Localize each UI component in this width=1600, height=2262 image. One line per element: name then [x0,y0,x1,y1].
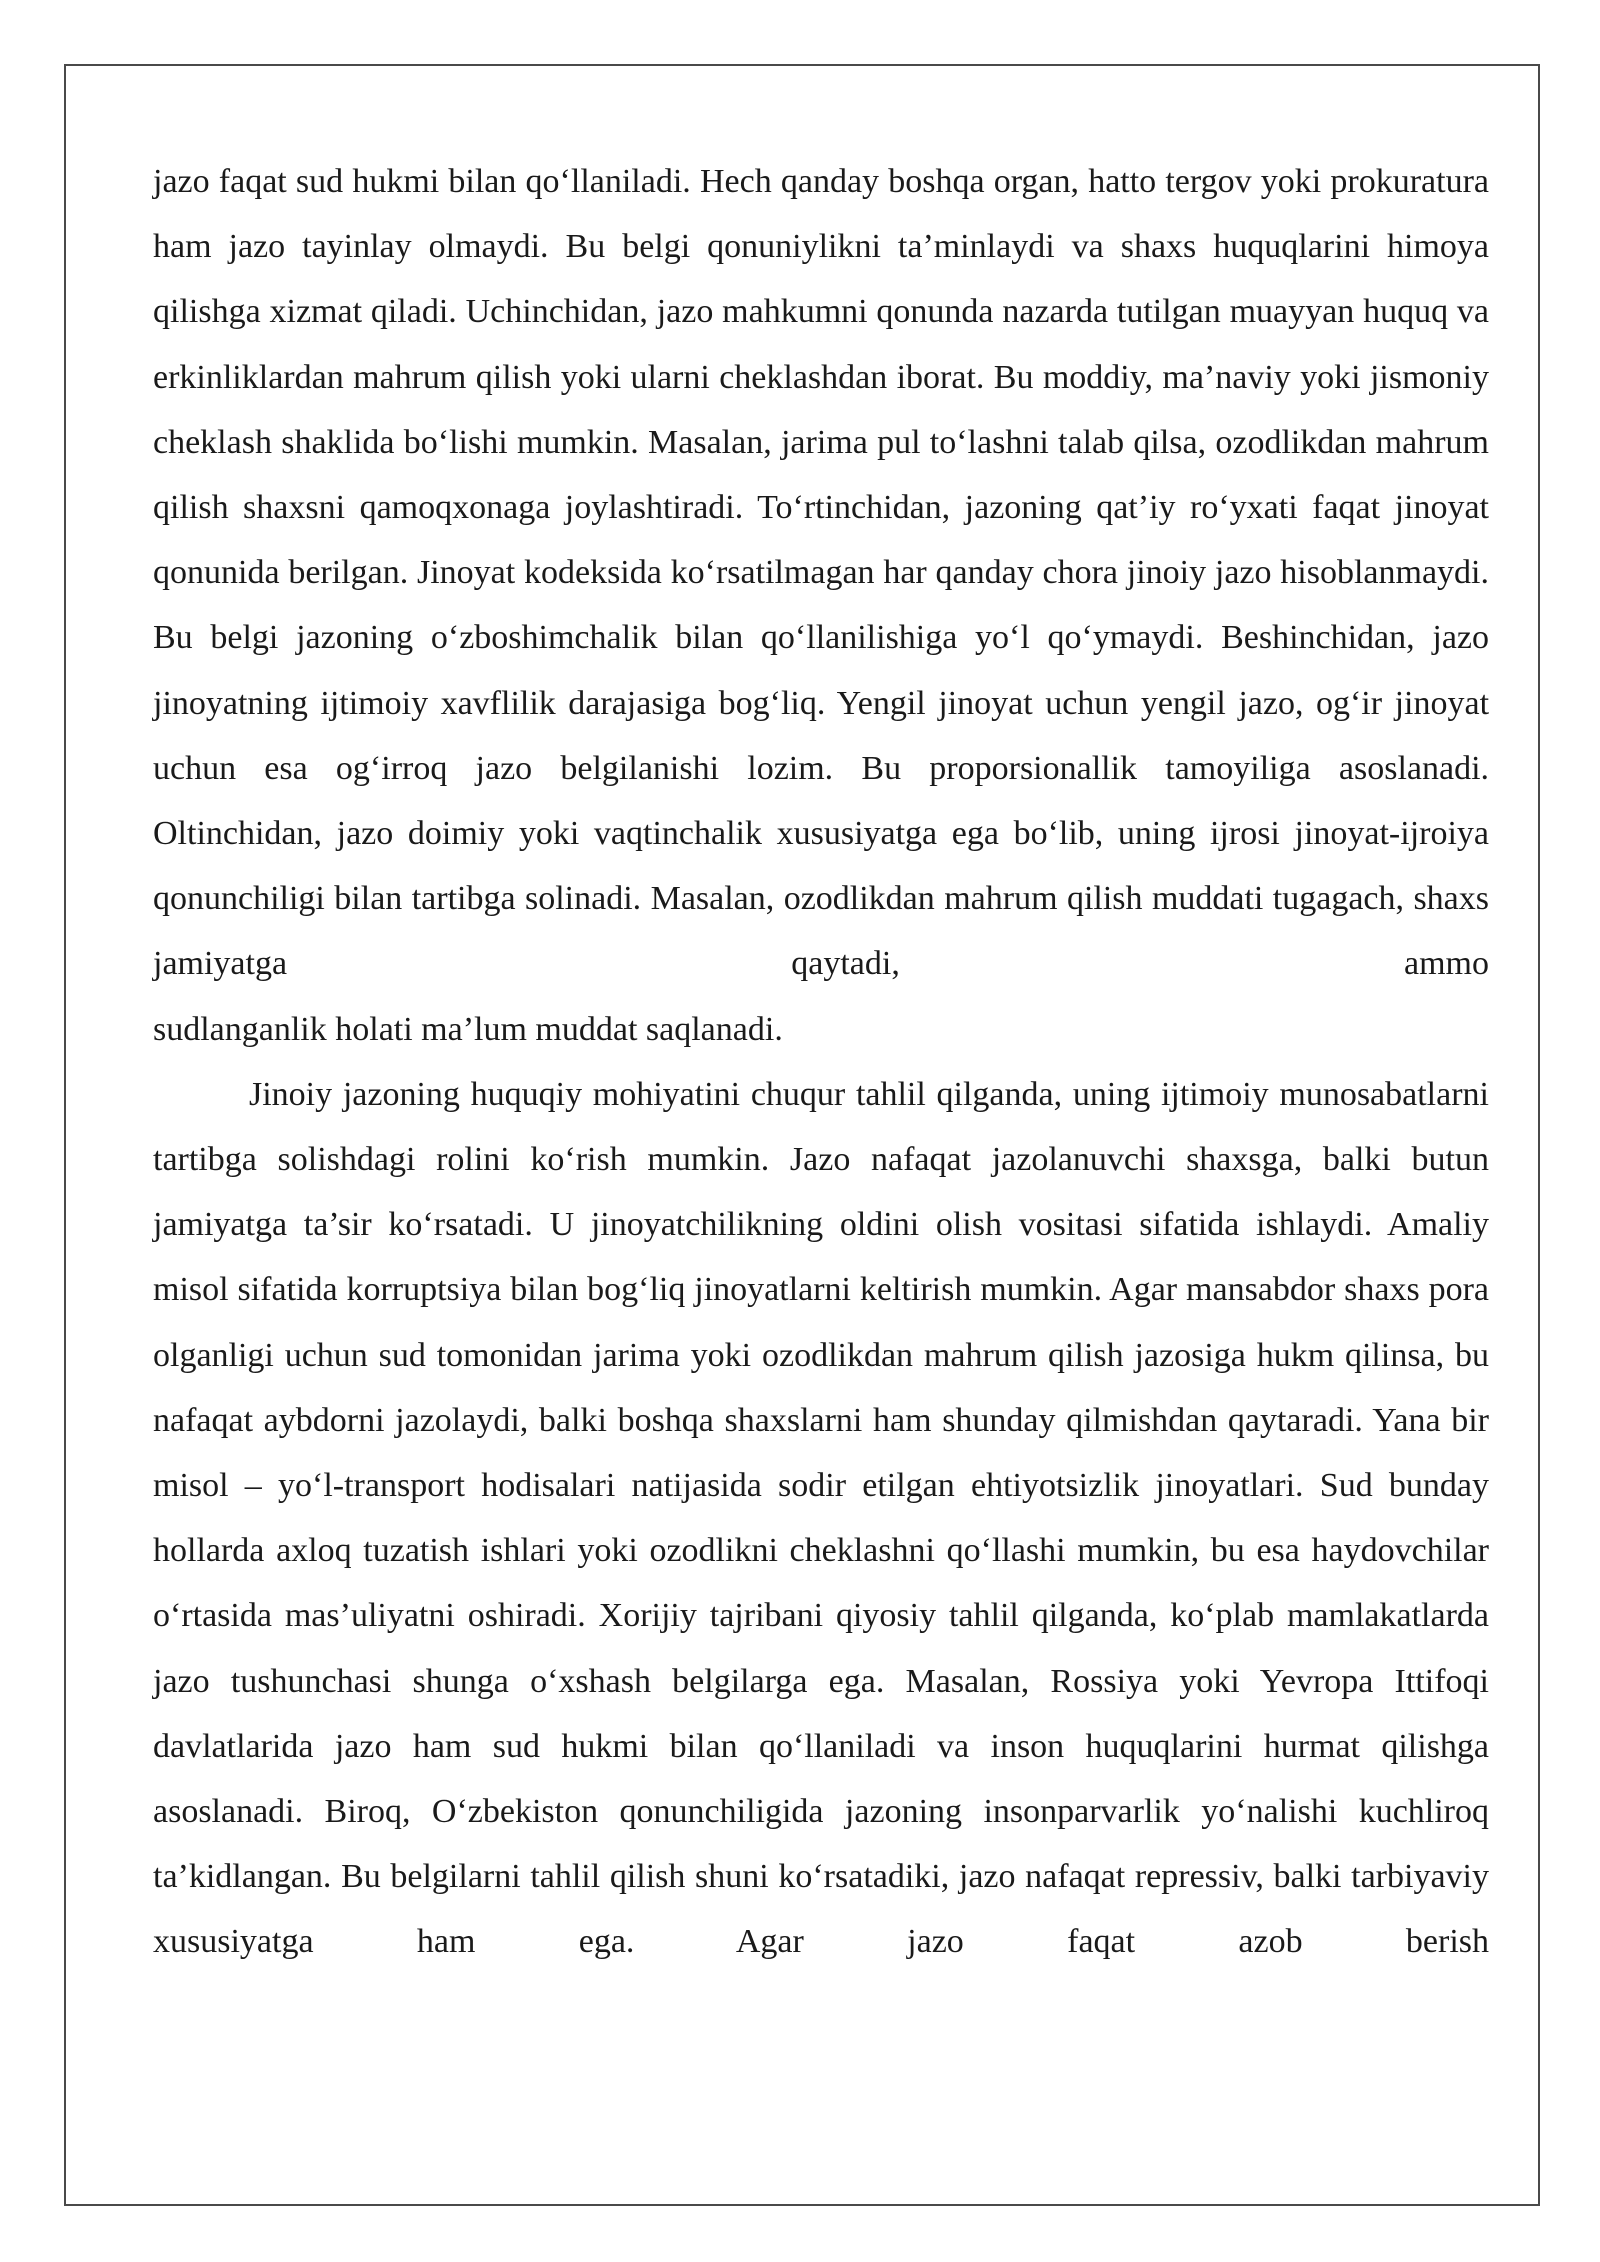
text-line: jazo faqat sud hukmi bilan qo‘llaniladi. Hech qanday boshqa organ, hatto tergov yoki [153,163,1322,200]
text-line: tuzatish ishlari yoki ozodlikni cheklashni qo‘llashi mumkin, bu esa haydovchilar [363,1532,1490,1570]
text-line: nazarda tutilgan muayyan huquq va erkinliklardan mahrum qilish yoki ularni [153,293,1489,396]
text-line: mumkin. Masalan, jarima pul to‘lashni talab qilsa, ozodlikdan mahrum qilish shaxsni [153,423,1489,527]
text-line: qamoqxonaga joylashtiradi. To‘rtinchidan, jazoning qat’iy ro‘yxati faqat jinoyat [359,489,1489,527]
text-line: Yevropa Ittifoqi davlatlarida jazo ham sud hukmi bilan qo‘llaniladi va inson huquqlarini [153,1662,1489,1765]
text-line: nafaqat repressiv, balki tarbiyaviy xususiyatga ham ega. Agar jazo faqat azob berish [153,1858,1489,1961]
paragraph-1 [153,149,1489,1062]
text-line: qonunida berilgan. Jinoyat kodeksida ko‘rsatilmagan har qanday chora jinoiy jazo [153,554,1272,592]
text-line: boshqa shaxslarni ham shunday qilmishdan qaytaradi. Yana bir misol – yo‘l-transport [153,1401,1490,1505]
text-line: hurmat qilishga asoslanadi. Biroq, O‘zbekiston qonunchiligida jazoning insonparvarlik [153,1727,1490,1831]
text-line: xususiyatga ega bo‘lib, uning ijrosi jinoyat-ijroiya qonunchiligi bilan tartibga solinadi. [153,815,1489,918]
text-line: yo‘nalishi kuchliroq ta’kidlangan. Bu belgilarni tahlil qilish shuni ko‘rsatadiki, jazo [153,1793,1489,1896]
text-line: mamlakatlarda jazo tushunchasi shunga o‘xshash belgilarga ega. Masalan, Rossiya yoki [153,1597,1489,1700]
text-line: ozodlikdan mahrum qilish jazosiga hukm qilinsa, bu nafaqat aybdorni jazolaydi, balki [153,1336,1489,1439]
text-line: sudlanganlik holati ma’lum muddat saqlanadi. [153,1010,783,1048]
paragraph-2 [153,1062,1489,1975]
text-line: sifatida ishlaydi. Amaliy misol sifatida korruptsiya bilan bog‘liq jinoyatlarni keltirish [153,1206,1489,1309]
text-line: hisoblanmaydi. Bu belgi jazoning o‘zboshimchalik bilan qo‘llanilishiga yo‘l qo‘ymaydi. [153,554,1489,657]
document-body [153,149,1489,1975]
text-line: prokuratura ham jazo tayinlay olmaydi. Bu belgi qonuniylikni ta’minlaydi va shaxs [153,163,1490,266]
text-line: hodisalari natijasida sodir etilgan ehtiyotsizlik jinoyatlari. Sud bunday hollarda axloq [153,1467,1490,1570]
text-line: cheklashdan iborat. Bu moddiy, ma’naviy yoki jismoniy cheklash shaklida bo‘lishi [153,358,1489,461]
text-line: munosabatlarni tartibga solishdagi rolini ko‘rish mumkin. Jazo nafaqat jazolanuvchi [153,1075,1489,1179]
text-line: mumkin. Agar mansabdor shaxs pora olganligi uchun sud tomonidan jarima yoki [153,1271,1490,1374]
text-line: uchun yengil jazo, og‘ir jinoyat uchun esa og‘irroq jazo belgilanishi lozim. Bu [153,684,1490,787]
text-line: Jinoiy jazoning huquqiy mohiyatini chuqur tahlil qilganda, uning ijtimoiy [249,1075,1269,1113]
text-line: Masalan, ozodlikdan mahrum qilish muddati tugagach, shaxs jamiyatga qaytadi, ammo [153,880,1489,983]
text-line: o‘rtasida mas’uliyatni oshiradi. Xorijiy tajribani qiyosiy tahlil qilganda, ko‘plab [153,1597,1275,1635]
text-line: proporsionallik tamoyiliga asoslanadi. Oltinchidan, jazo doimiy yoki vaqtinchalik [153,749,1490,853]
text-line: huquqlarini himoya qilishga xizmat qiladi. Uchinchidan, jazo mahkumni qonunda [153,228,1489,331]
text-line: Beshinchidan, jazo jinoyatning ijtimoiy xavflilik darajasiga bog‘liq. Yengil jinoyat [153,619,1489,722]
text-line: shaxsga, balki butun jamiyatga ta’sir ko‘rsatadi. U jinoyatchilikning oldini olish vositasi [153,1141,1489,1244]
